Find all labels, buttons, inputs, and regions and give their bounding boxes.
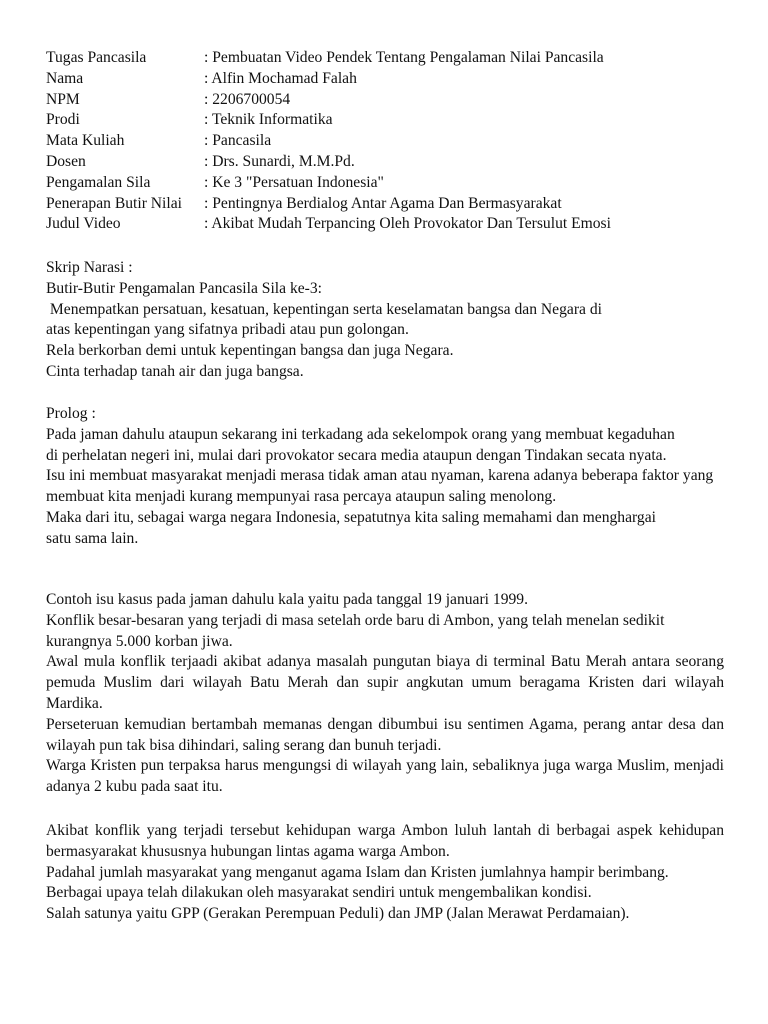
header-value: : Pembuatan Video Pendek Tentang Pengalaman Nilai Pancasila [204,49,604,66]
header-label: Penerapan Butir Nilai [46,194,182,212]
header-label: Prodi [46,111,80,129]
header-label: Pengamalan Sila [46,173,151,191]
header-row-prodi [46,110,611,131]
akibat-paragraph: Berbagai upaya telah dilakukan oleh masyarakat sendiri untuk mengembalikan kondisi. [46,884,592,902]
header-value: : Akibat Mudah Terpancing Oleh Provokator Dan Tersulut Emosi [204,215,611,233]
header-value: : Pancasila [204,132,272,150]
contoh-paragraph: Perseteruan kemudian bertambah memanas dengan dibumbui isu sentimen Agama, perang antar desa dan wilayah pun tak bisa dihindari, saling serang dan bunuh terjadi. [46,715,724,754]
akibat-section [46,821,724,925]
header-value: : Drs. Sunardi, M.M.Pd. [204,152,355,170]
header-value: : Alfin Mochamad Falah [204,69,357,87]
header-row-pengamalan-sila [46,173,611,194]
header-label: Nama [46,69,84,87]
prolog-section [46,404,724,550]
header-row-tugas [46,48,611,69]
header-value: : Ke 3 "Persatuan Indonesia" [204,173,384,191]
contoh-paragraph: Awal mula konflik terjaadi akibat adanya masalah pungutan biaya di terminal Batu Merah antara seorang pemuda Muslim dari wilayah Batu Merah dan supir angkutan umum beragama Kristen dari wilayah Mardika. [46,653,724,712]
header-label: NPM [46,90,80,108]
akibat-paragraph: Padahal jumlah masyarakat yang menganut agama Islam dan Kristen jumlahnya hampir berimbang. [46,863,669,881]
prolog-paragraph: Isu ini membuat masyarakat menjadi merasa tidak aman atau nyaman, karena adanya beberapa faktor yang membuat kita menjadi kurang mempunyai rasa percaya ataupun saling menolong. [46,467,714,506]
header-value: : Teknik Informatika [204,111,333,129]
section-heading: Prolog : [46,405,96,422]
contoh-paragraph: Konflik besar-besaran yang terjadi di masa setelah orde baru di Ambon, yang telah menelan sedikit kurangnya 5.000 korban jiwa. [46,611,665,650]
akibat-paragraph: Salah satunya yaitu GPP (Gerakan Perempuan Peduli) dan JMP (Jalan Merawat Perdamaian). [46,905,630,923]
header-label: Mata Kuliah [46,132,125,150]
assignment-header [46,48,611,235]
header-row-dosen [46,152,611,173]
prolog-paragraph: Maka dari itu, sebagai warga negara Indonesia, sepatutnya kita saling memahami dan menghargai satu sama lain. [46,508,656,547]
narasi-point: Rela berkorban demi untuk kepentingan bangsa dan juga Negara. [46,342,454,360]
akibat-paragraph: Akibat konflik yang terjadi tersebut kehidupan warga Ambon luluh lantah di berbagai aspek kehidupan bermasyarakat khususnya hubungan lintas agama warga Ambon. [46,822,724,860]
narasi-point: Menempatkan persatuan, kesatuan, kepentingan serta keselamatan bangsa dan Negara di atas kepentingan yang sifatnya pribadi atau pun golongan. [46,300,606,339]
contoh-paragraph: Warga Kristen pun terpaksa harus mengungsi di wilayah yang lain, sebaliknya juga warga Muslim, menjadi adanya 2 kubu pada saat itu. [46,757,724,796]
header-label: Tugas Pancasila [46,49,147,66]
header-row-npm [46,90,611,111]
section-subheading: Butir-Butir Pengamalan Pancasila Sila ke-3: [46,279,322,297]
prolog-paragraph: Pada jaman dahulu ataupun sekarang ini terkadang ada sekelompok orang yang membuat kegaduhan di perhelatan negeri ini, mulai dari provokator secara media ataupun dengan Tindakan secata nyata. [46,425,675,464]
header-label: Judul Video [46,215,121,233]
contoh-paragraph: Contoh isu kasus pada jaman dahulu kala yaitu pada tanggal 19 januari 1999. [46,591,528,608]
header-row-mata-kuliah [46,131,611,152]
header-row-penerapan-butir [46,194,611,215]
section-heading: Skrip Narasi : [46,259,133,276]
narasi-point: Cinta terhadap tanah air dan juga bangsa. [46,362,304,380]
header-label: Dosen [46,152,86,170]
header-row-nama [46,69,611,90]
header-value: : Pentingnya Berdialog Antar Agama Dan Bermasyarakat [204,194,562,212]
narasi-section [46,258,724,383]
contoh-section [46,590,724,798]
header-row-judul-video [46,214,611,235]
header-value: : 2206700054 [204,90,291,108]
